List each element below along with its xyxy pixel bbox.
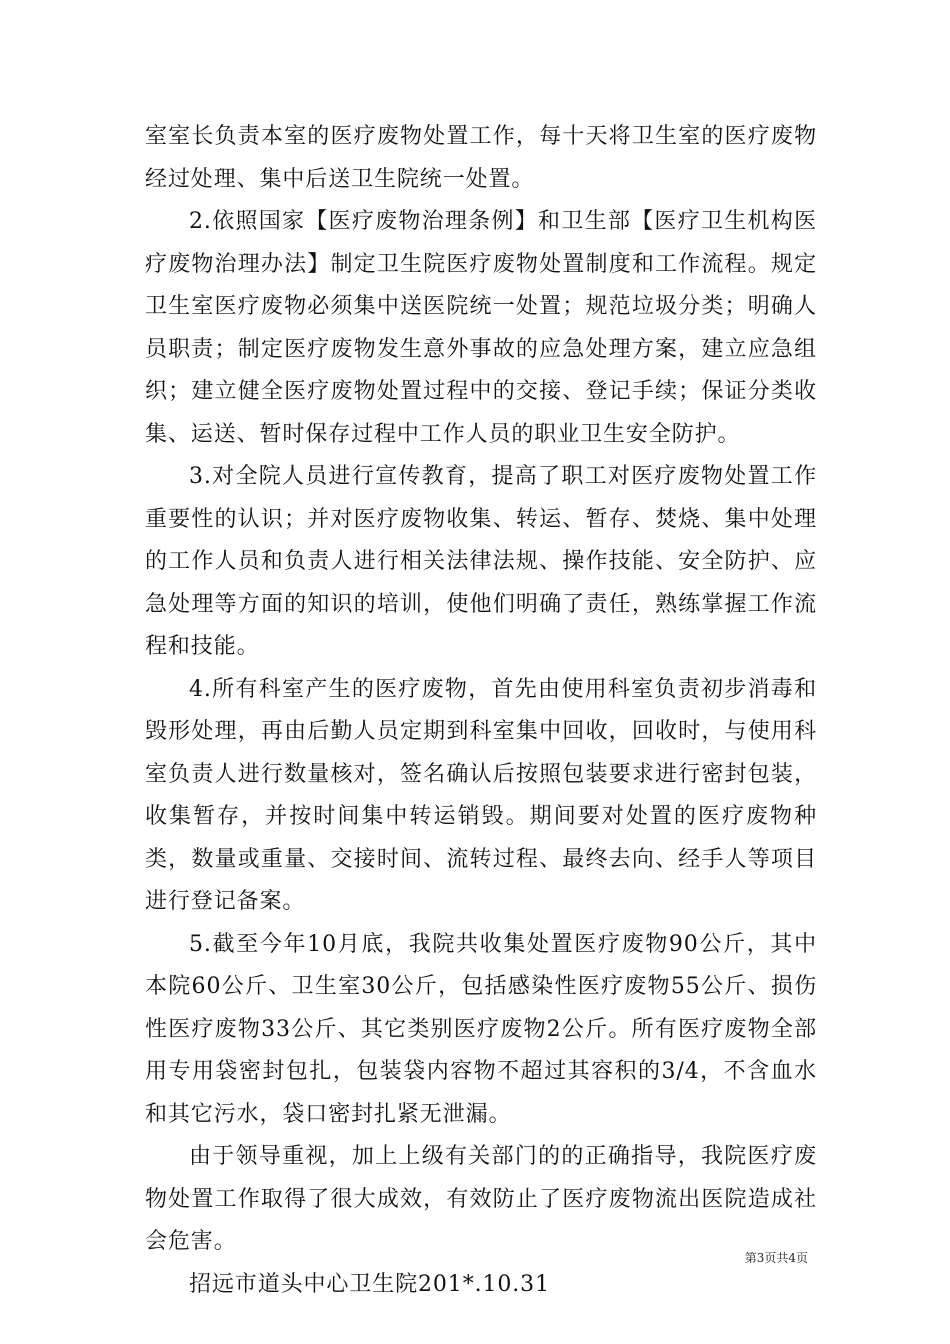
document-body: [145, 116, 817, 1306]
paragraph-item-2: 2.依照国家【医疗废物治理条例】和卫生部【医疗卫生机构医疗废物治理办法】制定卫生院医疗废物处置制度和工作流程。规定卫生室医疗废物必须集中送医院统一处置；规范垃圾分类；明确人员职责；制定医疗废物发生意外事故的应急处理方案，建立应急组织；建立健全医疗废物处置过程中的交接、登记手续；保证分类收集、运送、暂时保存过程中工作人员的职业卫生安全防护。: [145, 209, 817, 447]
paragraph-conclusion: 由于领导重视，加上上级有关部门的的正确指导，我院医疗废物处置工作取得了很大成效，有效防止了医疗废物流出医院造成社会危害。: [145, 1144, 817, 1254]
paragraph-item-5: 5.截至今年10月底，我院共收集处置医疗废物90公斤，其中本院60公斤、卫生室30公斤，包括感染性医疗废物55公斤、损伤性医疗废物33公斤、其它类别医疗废物2公斤。所有医疗废物全部用专用袋密封包扎，包装袋内容物不超过其容积的3/4，不含血水和其它污水，袋口密封扎紧无泄漏。: [145, 931, 817, 1127]
page-footer: 第3页共4页: [744, 1251, 808, 1265]
paragraph-item-3: 3.对全院人员进行宣传教育，提高了职工对医疗废物处置工作重要性的认识；并对医疗废物收集、转运、暂存、焚烧、集中处理的工作人员和负责人进行相关法律法规、操作技能、安全防护、应急处理等方面的知识的培训，使他们明确了责任，熟练掌握工作流程和技能。: [145, 464, 817, 659]
paragraph-continuation: 室室长负责本室的医疗废物处置工作，每十天将卫生室的医疗废物经过处理、集中后送卫生院统一处置。: [145, 124, 817, 192]
paragraph-item-4: 4.所有科室产生的医疗废物，首先由使用科室负责初步消毒和毁形处理，再由后勤人员定期到科室集中回收，回收时，与使用科室负责人进行数量核对，签名确认后按照包装要求进行密封包装，收集暂存，并按时间集中转运销毁。期间要对处置的医疗废物种类，数量或重量、交接时间、流转过程、最终去向、经手人等项目进行登记备案。: [145, 676, 817, 914]
signature-line: 招远市道头中心卫生院201*.10.31: [189, 1271, 550, 1297]
